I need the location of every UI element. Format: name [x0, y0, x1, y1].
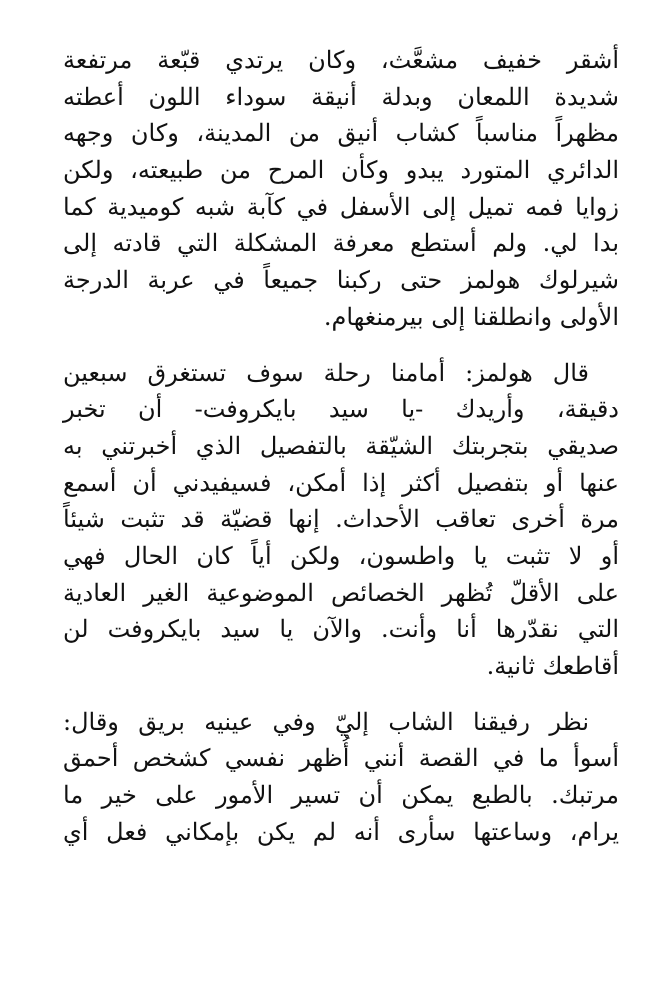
text-line: قال هولمز: أمامنا رحلة سوف تستغرق سبعين: [63, 358, 589, 387]
text-line: مرة أخرى تعاقب الأحداث. إنها قضيّة قد تثبت شيئاً: [63, 505, 619, 534]
text-line: يرام، وساعتها سأرى أنه لم يكن بإمكاني فعل أي: [63, 817, 619, 846]
text-line: شيرلوك هولمز حتى ركبنا جميعاً في عربة الدرجة: [63, 266, 619, 295]
text-line: صديقي بتجربتك الشيّقة بالتفصيل الذي أخبرتني به: [63, 431, 619, 460]
text-line: أقاطعك ثانية.: [486, 652, 619, 680]
text-line: مظهراً مناسباً كشاب أنيق من المدينة، وكان وجهه: [63, 119, 619, 148]
text-line: زوايا فمه تميل إلى الأسفل في كآبة شبه كوميدية كما: [63, 192, 619, 221]
text-line: دقيقة، وأريدك -يا سيد بايكروفت- أن تخبر: [63, 395, 619, 424]
text-line: الأولى وانطلقنا إلى بيرمنغهام.: [323, 302, 619, 331]
text-line: نظر رفيقنا الشاب إليّ وفي عينيه بريق وقال:: [63, 707, 589, 736]
paragraph-2: [63, 355, 619, 685]
text-line: مرتبك. بالطبع يمكن أن تسير الأمور على خير ما: [63, 781, 619, 810]
text-line: الدائري المتورد يبدو وكأن المرح من طبيعته، ولكن: [63, 156, 619, 185]
text-line: على الأقلّ تُظهر الخصائص الموضوعية الغير العادية: [63, 578, 619, 607]
book-page-text: [63, 42, 619, 850]
text-line: شديدة اللمعان وبدلة أنيقة سوداء اللون أعطته: [63, 82, 619, 111]
text-line: بدا لي. ولم أستطع معرفة المشكلة التي قادته إلى: [63, 229, 619, 258]
paragraph-3: [63, 704, 619, 851]
text-line: أسوأ ما في القصة أنني أُظهر نفسي كشخص أحمق: [63, 744, 619, 773]
paragraph-1: [63, 42, 619, 336]
text-line: التي نقدّرها أنا وأنت. والآن يا سيد بايكروفت لن: [63, 615, 619, 644]
text-line: أو لا تثبت يا واطسون، ولكن أياً كان الحال فهي: [63, 541, 619, 570]
text-line: عنها أو بتفصيل أكثر إذا أمكن، فسيفيدني أن أسمع: [63, 468, 619, 497]
text-line: أشقر خفيف مشعَّث، وكان يرتدي قبّعة مرتفعة: [63, 46, 619, 74]
